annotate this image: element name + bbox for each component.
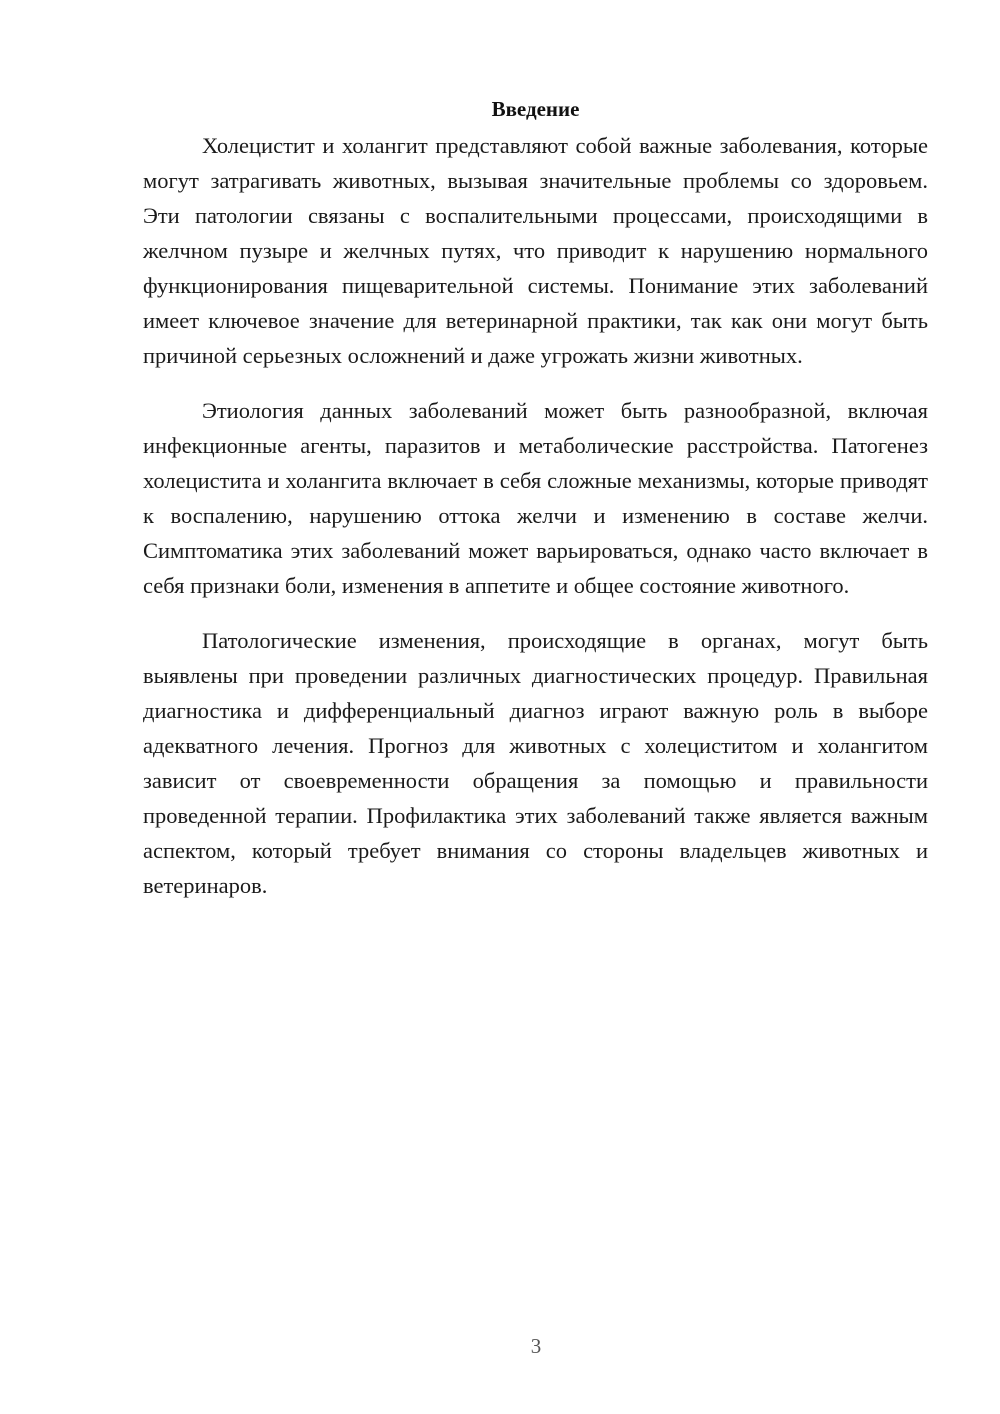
- page-number: 3: [530, 1334, 542, 1358]
- paragraph-3: Патологические изменения, происходящие в органах, могут быть выявлены при проведении различных диагностических процедур. Правильная диагностика и дифференциальный диагноз играют важную роль в выборе адекватного лечения. Прогноз для животных с холециститом и холангитом зависит от своевременности обращения за помощью и правильности проведенной терапии. Профилактика этих заболеваний также является важным аспектом, который требует внимания со стороны владельцев животных и ветеринаров.: [143, 628, 928, 898]
- paragraph-1: Холецистит и холангит представляют собой важные заболевания, которые могут затрагивать животных, вызывая значительные проблемы со здоровьем. Эти патологии связаны с воспалительными процессами, происходящими в желчном пузыре и желчных путях, что приводит к нарушению нормального функционирования пищеварительной системы. Понимание этих заболеваний имеет ключевое значение для ветеринарной практики, так как они могут быть причиной серьезных осложнений и даже угрожать жизни животных.: [143, 133, 928, 368]
- paragraph-2: Этиология данных заболеваний может быть разнообразной, включая инфекционные агенты, паразитов и метаболические расстройства. Патогенез холецистита и холангита включает в себя сложные механизмы, которые приводят к воспалению, нарушению оттока желчи и изменению в составе желчи. Симптоматика этих заболеваний может варьироваться, однако часто включает в себя признаки боли, изменения в аппетите и общее состояние животного.: [143, 398, 928, 598]
- section-heading: Введение: [491, 97, 580, 121]
- page-content: [143, 94, 928, 923]
